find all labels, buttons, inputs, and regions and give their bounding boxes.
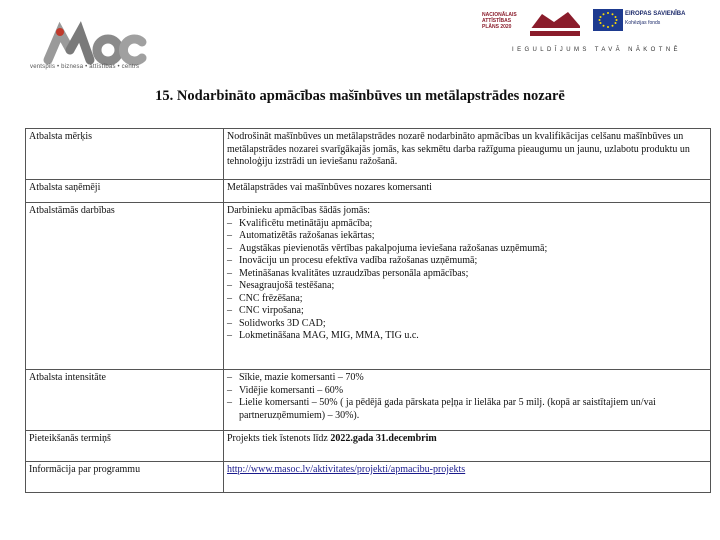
recipient-value: Metālapstrādes vai mašīnbūves nozares komersanti bbox=[224, 180, 711, 203]
nap-text: NACIONĀLAIS ATTĪSTĪBAS PLĀNS 2020 bbox=[482, 12, 517, 30]
list-item: – Lokmetināšana MAG, MIG, MMA, TIG u.c. bbox=[227, 330, 708, 343]
eu-subtitle: Kohēzijas fonds bbox=[625, 20, 661, 26]
activities-label: Atbalstāmās darbības bbox=[26, 203, 224, 370]
recipient-label: Atbalsta saņēmēji bbox=[26, 180, 224, 203]
table-row-info bbox=[26, 462, 711, 493]
table-row-intensity bbox=[26, 370, 711, 431]
list-item: – Automatizētās ražošanas iekārtas; bbox=[227, 230, 708, 243]
goal-label: Atbalsta mērķis bbox=[26, 129, 224, 180]
list-item: – Inovāciju un procesu efektīva vadība ražošanas uzņēmumā; bbox=[227, 255, 708, 268]
deadline-prefix: Projekts tiek īstenots līdz bbox=[227, 433, 331, 444]
info-value bbox=[224, 462, 711, 493]
table-row-activities bbox=[26, 203, 711, 370]
list-item: – Nesagraujošā testēšana; bbox=[227, 280, 708, 293]
deadline-date: 2022.gada 31.decembrim bbox=[330, 433, 437, 444]
program-info-table bbox=[25, 128, 711, 493]
intensity-list bbox=[227, 372, 708, 422]
list-item: – CNC frēzēšana; bbox=[227, 293, 708, 306]
page-title: 15. Nodarbināto apmācības mašīnbūves un metālapstrādes nozarē bbox=[155, 88, 565, 104]
program-info-link[interactable]: http://www.masoc.lv/aktivitates/projekti/apmacibu-projekts bbox=[227, 464, 466, 475]
goal-value: Nodrošināt mašīnbūves un metālapstrādes nozarē nodarbināto apmācības un kvalifikācijas celšanu mašīnbūves un metālapstrādes nozarei svarīgākajās jomās, kas sekmētu darba ražīguma pieaugumu un jaunu, uzlabotu produktu un tehnoloģiju izstrādi un ieviešanu ražošanā. bbox=[224, 129, 711, 180]
list-item: – Metināšanas kvalitātes uzraudzības personāla apmācības; bbox=[227, 268, 708, 281]
activities-list bbox=[227, 218, 708, 343]
table-row-recipient bbox=[26, 180, 711, 203]
activities-intro: Darbinieku apmācības šādās jomās: bbox=[227, 205, 371, 216]
masoc-tagline: ventspils • biznesa • attīstības • centrs bbox=[30, 64, 140, 70]
deadline-label: Pieteikšanās termiņš bbox=[26, 431, 224, 462]
list-item: – Vidējie komersanti – 60% bbox=[227, 385, 708, 398]
list-item: – Augstākas pievienotās vērtības pakalpojuma ieviešana ražošanas uzņēmumā; bbox=[227, 243, 708, 256]
investment-slogan: IEGULDĪJUMS TAVĀ NĀKOTNĒ bbox=[512, 47, 681, 53]
eu-title: EIROPAS SAVIENĪBA bbox=[625, 11, 686, 17]
activities-value bbox=[224, 203, 711, 370]
list-item: – Lielie komersanti – 50% ( ja pēdējā gada pārskata peļņa ir lielāka par 5 milj. (kopā ar saistītajiem un/vai partneruzņēmumiem) – 30%). bbox=[227, 397, 708, 422]
deadline-value bbox=[224, 431, 711, 462]
intensity-value bbox=[224, 370, 711, 431]
list-item: – Solidworks 3D CAD; bbox=[227, 318, 708, 331]
info-label: Informācija par programmu bbox=[26, 462, 224, 493]
list-item: – Sīkie, mazie komersanti – 70% bbox=[227, 372, 708, 385]
intensity-label: Atbalsta intensitāte bbox=[26, 370, 224, 431]
table-row-goal bbox=[26, 129, 711, 180]
table-row-deadline bbox=[26, 431, 711, 462]
list-item: – CNC virpošana; bbox=[227, 305, 708, 318]
list-item: – Kvalificētu metinātāju apmācība; bbox=[227, 218, 708, 231]
